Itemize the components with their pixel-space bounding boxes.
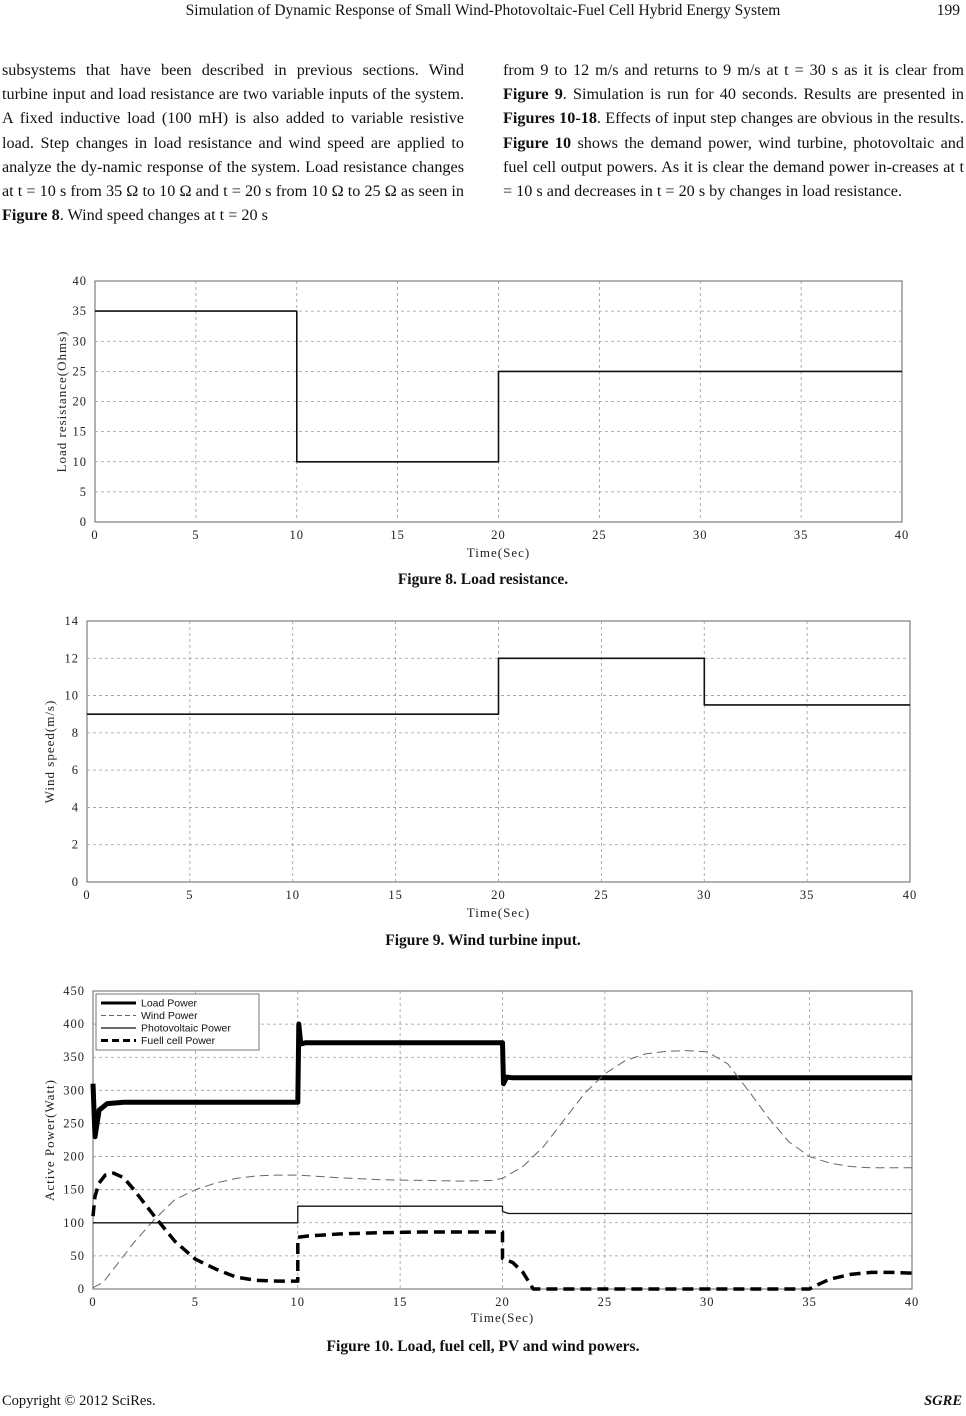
x-tick-label: 30	[697, 888, 712, 902]
figure-10	[0, 978, 966, 1328]
x-tick-label: 5	[191, 1295, 199, 1309]
text-span: shows the demand power, wind turbine, photovoltaic and fuel cell output powers. As it is clear the demand power in-creases at t = 10 s and decreases in t = 20 s by changes in load resistance.	[503, 133, 964, 201]
figure-8	[0, 268, 966, 568]
figure-ref: Figure 10	[503, 133, 572, 152]
x-tick-label: 30	[693, 528, 708, 542]
legend-entry: Wind Power	[141, 1010, 198, 1022]
x-tick-label: 25	[594, 888, 609, 902]
paragraph-right	[503, 58, 964, 203]
x-tick-label: 20	[491, 528, 506, 542]
legend-entry: Load Power	[141, 997, 198, 1010]
x-tick-label: 25	[592, 528, 607, 542]
figure-ref: Figure 9	[503, 85, 563, 104]
figure-9-caption: Figure 9. Wind turbine input.	[385, 932, 581, 949]
y-tick-label: 4	[71, 800, 79, 815]
y-tick-label: 30	[72, 334, 87, 349]
y-tick-label: 14	[64, 614, 79, 628]
y-axis-label: Load resistance(Ohms)	[54, 330, 69, 473]
x-tick-label: 5	[192, 528, 200, 542]
running-header: Simulation of Dynamic Response of Small Wind-Photovoltaic-Fuel Cell Hybrid Energy System	[185, 2, 781, 19]
figure-8-caption: Figure 8. Load resistance.	[397, 571, 569, 588]
text-span: subsystems that have been described in previous sections. Wind turbine input and load resistance are two variable inputs of the system. A fixed inductive load (100 mH) is also added to variable resistive load. Step changes in load resistance and wind speed are applied to analyze the dy-namic response of the system. Load resistance changes at t = 10 s from 35 Ω to 10 Ω and t = 20 s from 10 Ω to 25 Ω as seen in	[2, 61, 464, 201]
y-tick-label: 350	[63, 1050, 85, 1065]
y-tick-label: 400	[63, 1017, 85, 1032]
x-tick-label: 40	[902, 888, 918, 902]
x-tick-label: 20	[491, 888, 506, 902]
y-tick-label: 0	[77, 1282, 85, 1296]
paragraph-left	[2, 58, 464, 227]
text-span: . Wind speed changes at t = 20 s	[59, 206, 268, 225]
y-tick-label: 300	[63, 1083, 85, 1098]
x-tick-label: 35	[802, 1295, 817, 1309]
page-number: 199	[936, 2, 960, 19]
y-tick-label: 450	[63, 984, 85, 998]
x-tick-label: 40	[894, 528, 910, 542]
figure-ref: Figures 10-18	[503, 109, 597, 128]
x-tick-label: 20	[495, 1295, 510, 1309]
y-axis-label: Active Power(Watt)	[42, 1079, 57, 1201]
x-axis-label: Time(Sec)	[470, 1310, 535, 1325]
x-tick-label: 15	[390, 528, 405, 542]
x-tick-label: 0	[91, 528, 99, 542]
text-span: . Effects of input step changes are obvious in the results.	[596, 109, 965, 128]
x-tick-label: 35	[793, 528, 809, 542]
figure-ref: Figure 8	[2, 206, 60, 225]
y-tick-label: 250	[63, 1116, 85, 1131]
active-power-chart	[0, 978, 966, 1328]
body-column-right	[503, 58, 964, 203]
y-tick-label: 150	[63, 1182, 85, 1197]
x-tick-label: 5	[186, 888, 194, 902]
y-tick-label: 5	[79, 484, 87, 499]
y-tick-label: 0	[79, 515, 87, 529]
y-tick-label: 8	[71, 725, 79, 740]
y-tick-label: 200	[63, 1149, 85, 1164]
y-tick-label: 15	[72, 424, 87, 439]
journal-name: SGRE	[924, 1393, 962, 1409]
y-tick-label: 100	[63, 1215, 85, 1230]
x-tick-label: 10	[285, 888, 300, 902]
y-tick-label: 6	[71, 763, 79, 778]
load-resistance-chart	[0, 268, 966, 568]
x-tick-label: 30	[700, 1295, 715, 1309]
y-tick-label: 10	[72, 454, 87, 469]
y-tick-label: 10	[64, 688, 79, 703]
legend-entry: Photovoltaic Power	[141, 1022, 231, 1035]
x-tick-label: 40	[904, 1295, 920, 1309]
legend-entry: Fuell cell Power	[141, 1035, 216, 1047]
x-tick-label: 35	[799, 888, 815, 902]
y-tick-label: 25	[72, 364, 87, 379]
x-axis-label: Time(Sec)	[466, 905, 531, 920]
wind-speed-chart	[0, 610, 966, 925]
figure-10-caption: Figure 10. Load, fuel cell, PV and wind powers.	[326, 1338, 640, 1355]
text-span: . Simulation is run for 40 seconds. Results are presented in	[562, 85, 965, 104]
y-tick-label: 50	[70, 1248, 85, 1263]
x-tick-label: 25	[597, 1295, 613, 1309]
x-tick-label: 10	[290, 1295, 305, 1309]
x-tick-label: 10	[289, 528, 304, 542]
y-tick-label: 40	[72, 274, 87, 288]
figure-9	[0, 610, 966, 925]
x-tick-label: 0	[89, 1295, 97, 1309]
y-tick-label: 20	[72, 394, 87, 409]
body-column-left	[2, 58, 464, 227]
x-tick-label: 0	[83, 888, 91, 902]
copyright-notice: Copyright © 2012 SciRes.	[2, 1393, 156, 1409]
y-tick-label: 12	[64, 651, 79, 666]
x-tick-label: 15	[392, 1295, 408, 1309]
y-tick-label: 2	[71, 837, 79, 852]
x-axis-label: Time(Sec)	[466, 545, 531, 560]
x-tick-label: 15	[388, 888, 403, 902]
y-axis-label: Wind speed(m/s)	[42, 699, 57, 804]
text-span: from 9 to 12 m/s and returns to 9 m/s at t = 30 s as it is clear from	[503, 61, 964, 79]
y-tick-label: 35	[72, 304, 87, 319]
y-tick-label: 0	[71, 875, 79, 889]
